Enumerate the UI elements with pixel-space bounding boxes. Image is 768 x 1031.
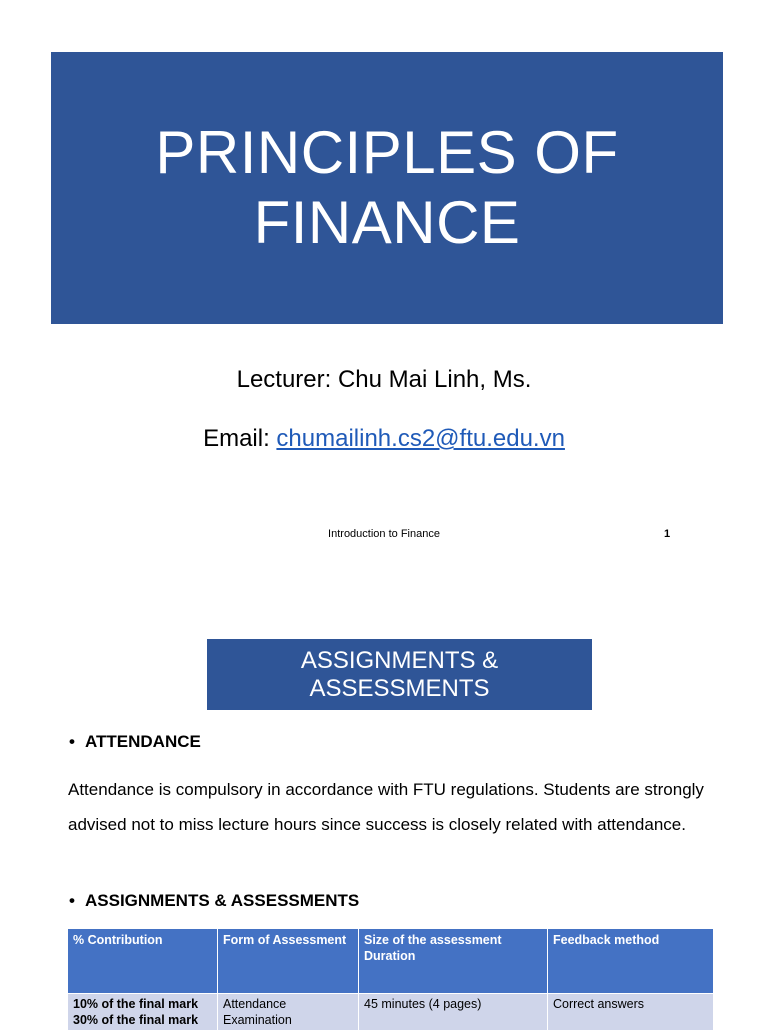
lecturer-text: Lecturer: Chu Mai Linh, Ms. bbox=[236, 366, 532, 393]
bullet-dot-icon: • bbox=[69, 732, 75, 751]
bullet-assignments bbox=[69, 891, 359, 911]
section-title-box bbox=[207, 639, 592, 710]
email-line bbox=[0, 425, 768, 453]
bullet-assignments-label: ASSIGNMENTS & ASSESSMENTS bbox=[85, 891, 360, 910]
title-line-2: FINANCE bbox=[253, 189, 521, 256]
footer-title: Introduction to Finance bbox=[328, 528, 440, 540]
table-cell bbox=[218, 994, 359, 1031]
bullet-attendance-label: ATTENDANCE bbox=[85, 732, 201, 751]
section-title-line-1: ASSIGNMENTS & bbox=[300, 646, 499, 674]
table-header-cell: Feedback method bbox=[548, 929, 714, 994]
page-number: 1 bbox=[664, 528, 671, 540]
table-header-cell: Form of Assessment bbox=[218, 929, 359, 994]
bullet-attendance bbox=[69, 732, 201, 752]
table-header-row bbox=[68, 929, 714, 994]
bullet-dot-icon: • bbox=[69, 891, 75, 910]
table-header-cell: % Contribution bbox=[68, 929, 218, 994]
table-cell: 45 minutes (4 pages) bbox=[359, 994, 548, 1031]
section-title-line-2: ASSESSMENTS bbox=[309, 674, 490, 702]
form-1: Attendance bbox=[223, 997, 287, 1011]
email-link[interactable]: chumailinh.cs2@ftu.edu.vn bbox=[276, 425, 565, 452]
title-box bbox=[51, 52, 723, 324]
title-line-1: PRINCIPLES OF bbox=[155, 119, 619, 186]
email-label: Email: bbox=[203, 425, 277, 452]
contribution-2: 30% of the final mark bbox=[73, 1013, 199, 1027]
table-cell: Correct answers bbox=[548, 994, 714, 1031]
table-row bbox=[68, 994, 714, 1031]
form-2: Examination bbox=[223, 1013, 292, 1027]
contribution-1: 10% of the final mark bbox=[73, 997, 199, 1011]
table-cell bbox=[68, 994, 218, 1031]
table-header-cell: Size of the assessment Duration bbox=[359, 929, 548, 994]
assessment-table bbox=[67, 928, 714, 1031]
attendance-paragraph: Attendance is compulsory in accordance with FTU regulations. Students are strongly advised not to miss lecture hours since success is closely related with attendance. bbox=[68, 780, 704, 834]
